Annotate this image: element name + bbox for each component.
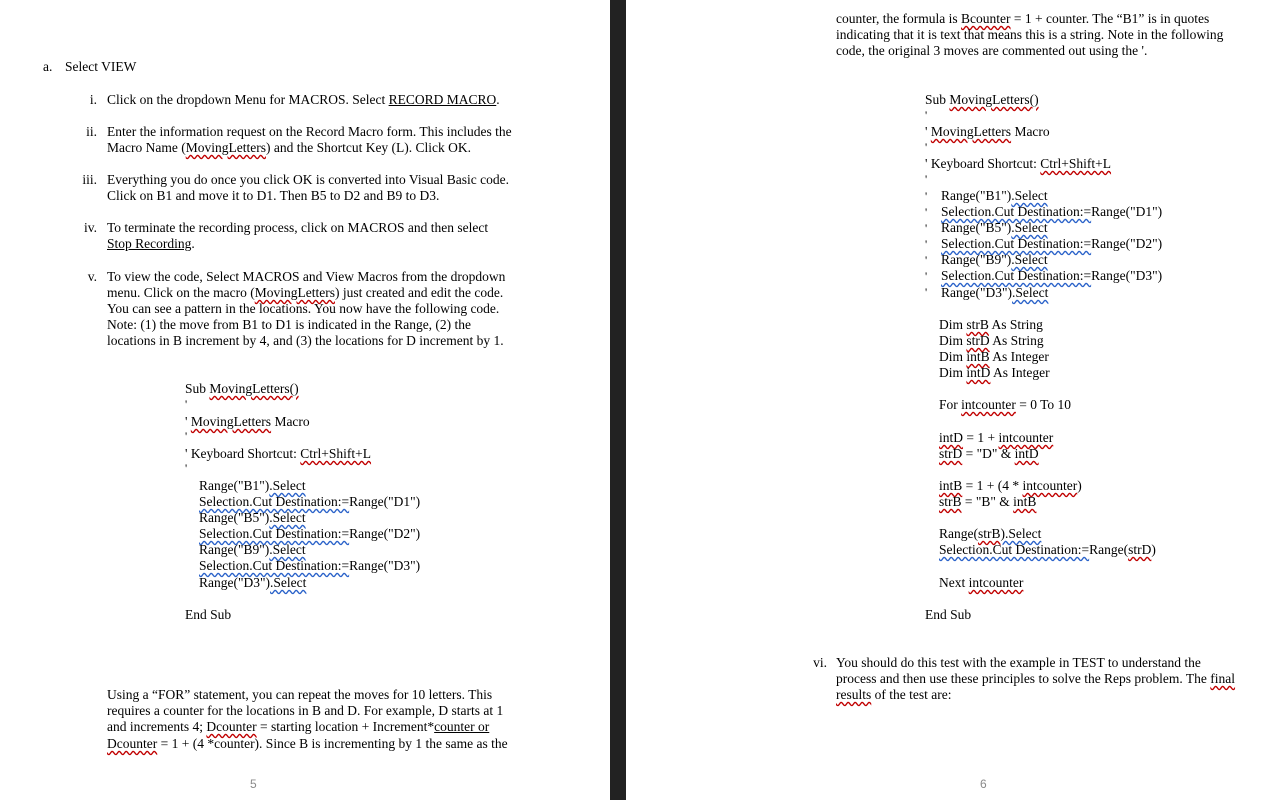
- code-line: strD = "D" & intD: [939, 446, 1039, 461]
- list-item-text: Everything you do once you click OK is converted into Visual Basic code.: [107, 172, 509, 187]
- code-line: Next intcounter: [939, 575, 1024, 590]
- code-comment-mark: ': [925, 108, 928, 122]
- list-item-text: process and then use these principles to solve the Reps problem. The final: [836, 671, 1236, 686]
- section-label: a.: [43, 59, 53, 74]
- code-line: Range("D3").Select: [941, 285, 1049, 300]
- list-number: v.: [87, 269, 97, 284]
- paragraph-line: Dcounter = 1 + (4 *counter). Since B is incrementing by 1 the same as the: [107, 736, 508, 751]
- code-comment-mark: ': [925, 140, 928, 154]
- code-comment-mark: ': [925, 237, 928, 251]
- document-page-5: [0, 0, 610, 800]
- code-line: Selection.Cut Destination:=Range("D3"): [941, 268, 1163, 283]
- code-line: Range("B5").Select: [941, 220, 1048, 235]
- code-line: For intcounter = 0 To 10: [939, 397, 1072, 412]
- paragraph-line: code, the original 3 moves are commented out using the '.: [836, 43, 1148, 58]
- code-line: ' MovingLetters Macro: [925, 124, 1050, 139]
- code-line: Selection.Cut Destination:=Range("D2"): [199, 526, 421, 541]
- code-line: Range("B1").Select: [941, 188, 1048, 203]
- code-line: Selection.Cut Destination:=Range(strD): [939, 542, 1156, 557]
- code-line: Sub MovingLetters(): [185, 381, 299, 396]
- list-item: Click on the dropdown Menu for MACROS. Select RECORD MACRO.: [107, 92, 500, 107]
- page-gutter: [610, 0, 626, 800]
- code-line: ' Keyboard Shortcut: Ctrl+Shift+L: [925, 156, 1112, 171]
- paragraph-line: requires a counter for the locations in B and D. For example, D starts at 1: [107, 703, 504, 718]
- list-item-text: Macro Name (MovingLetters) and the Shortcut Key (L). Click OK.: [107, 140, 472, 155]
- code-line: ' MovingLetters Macro: [185, 414, 310, 429]
- code-line: Range("B9").Select: [199, 542, 306, 557]
- code-comment-mark: ': [925, 253, 928, 267]
- code-line: Range("B9").Select: [941, 252, 1048, 267]
- paragraph-line: indicating that it is text that means this is a string. Note in the following: [836, 27, 1224, 42]
- code-comment-mark: ': [925, 205, 928, 219]
- code-comment-mark: ': [925, 285, 928, 299]
- code-comment-mark: ': [925, 189, 928, 203]
- paragraph-line: and increments 4; Dcounter = starting location + Increment*counter or: [107, 719, 490, 734]
- code-comment-mark: ': [925, 221, 928, 235]
- code-line: Sub MovingLetters(): [925, 92, 1039, 107]
- code-line: Selection.Cut Destination:=Range("D3"): [199, 558, 421, 573]
- list-number: vi.: [813, 655, 827, 670]
- paragraph-line: Using a “FOR” statement, you can repeat the moves for 10 letters. This: [107, 687, 493, 702]
- code-line: Selection.Cut Destination:=Range("D2"): [941, 236, 1163, 251]
- list-item-text: results of the test are:: [836, 687, 952, 702]
- section-title: Select VIEW: [65, 59, 137, 74]
- code-line: Range("D3").Select: [199, 575, 307, 590]
- page-number: 6: [980, 777, 987, 791]
- code-line: Dim strB As String: [939, 317, 1043, 332]
- code-comment-mark: ': [185, 429, 188, 443]
- list-item-text: Click on B1 and move it to D1. Then B5 to D2 and B9 to D3.: [107, 188, 440, 203]
- code-line: Selection.Cut Destination:=Range("D1"): [941, 204, 1163, 219]
- code-line: strB = "B" & intB: [939, 494, 1037, 509]
- code-line: Range(strB).Select: [939, 526, 1042, 541]
- paragraph-line: counter, the formula is Bcounter = 1 + counter. The “B1” is in quotes: [836, 11, 1210, 26]
- list-item-text: Enter the information request on the Record Macro form. This includes the: [107, 124, 512, 139]
- list-item-text: Note: (1) the move from B1 to D1 is indicated in the Range, (2) the: [107, 317, 472, 332]
- code-line: Range("B1").Select: [199, 478, 306, 493]
- code-line: Selection.Cut Destination:=Range("D1"): [199, 494, 421, 509]
- code-comment-mark: ': [185, 397, 188, 411]
- code-line: End Sub: [925, 607, 972, 622]
- code-line: Dim intD As Integer: [939, 365, 1050, 380]
- list-item-text: To view the code, Select MACROS and View Macros from the dropdown: [107, 269, 506, 284]
- document-page-6: [626, 0, 1287, 800]
- list-number: iv.: [84, 220, 97, 235]
- code-comment-mark: ': [925, 172, 928, 186]
- list-item-text: locations in B increment by 4, and (3) the locations for D increment by 1.: [107, 333, 504, 348]
- list-number: i.: [89, 92, 97, 107]
- code-line: Range("B5").Select: [199, 510, 306, 525]
- code-line: End Sub: [185, 607, 232, 622]
- list-number: iii.: [82, 172, 97, 187]
- list-item-text: To terminate the recording process, click on MACROS and then select: [107, 220, 489, 235]
- code-line: ' Keyboard Shortcut: Ctrl+Shift+L: [185, 446, 372, 461]
- code-line: intD = 1 + intcounter: [939, 430, 1054, 445]
- code-line: Dim strD As String: [939, 333, 1044, 348]
- page-number: 5: [250, 777, 257, 791]
- list-item-text: menu. Click on the macro (MovingLetters) just created and edit the code.: [107, 285, 504, 300]
- list-item-text: You can see a pattern in the locations. You now have the following code.: [107, 301, 500, 316]
- code-line: intB = 1 + (4 * intcounter): [939, 478, 1082, 493]
- list-item-text: Stop Recording.: [107, 236, 195, 251]
- list-item-text: You should do this test with the example in TEST to understand the: [836, 655, 1201, 670]
- code-line: Dim intB As Integer: [939, 349, 1049, 364]
- code-comment-mark: ': [925, 269, 928, 283]
- list-number: ii.: [86, 124, 97, 139]
- code-comment-mark: ': [185, 461, 188, 475]
